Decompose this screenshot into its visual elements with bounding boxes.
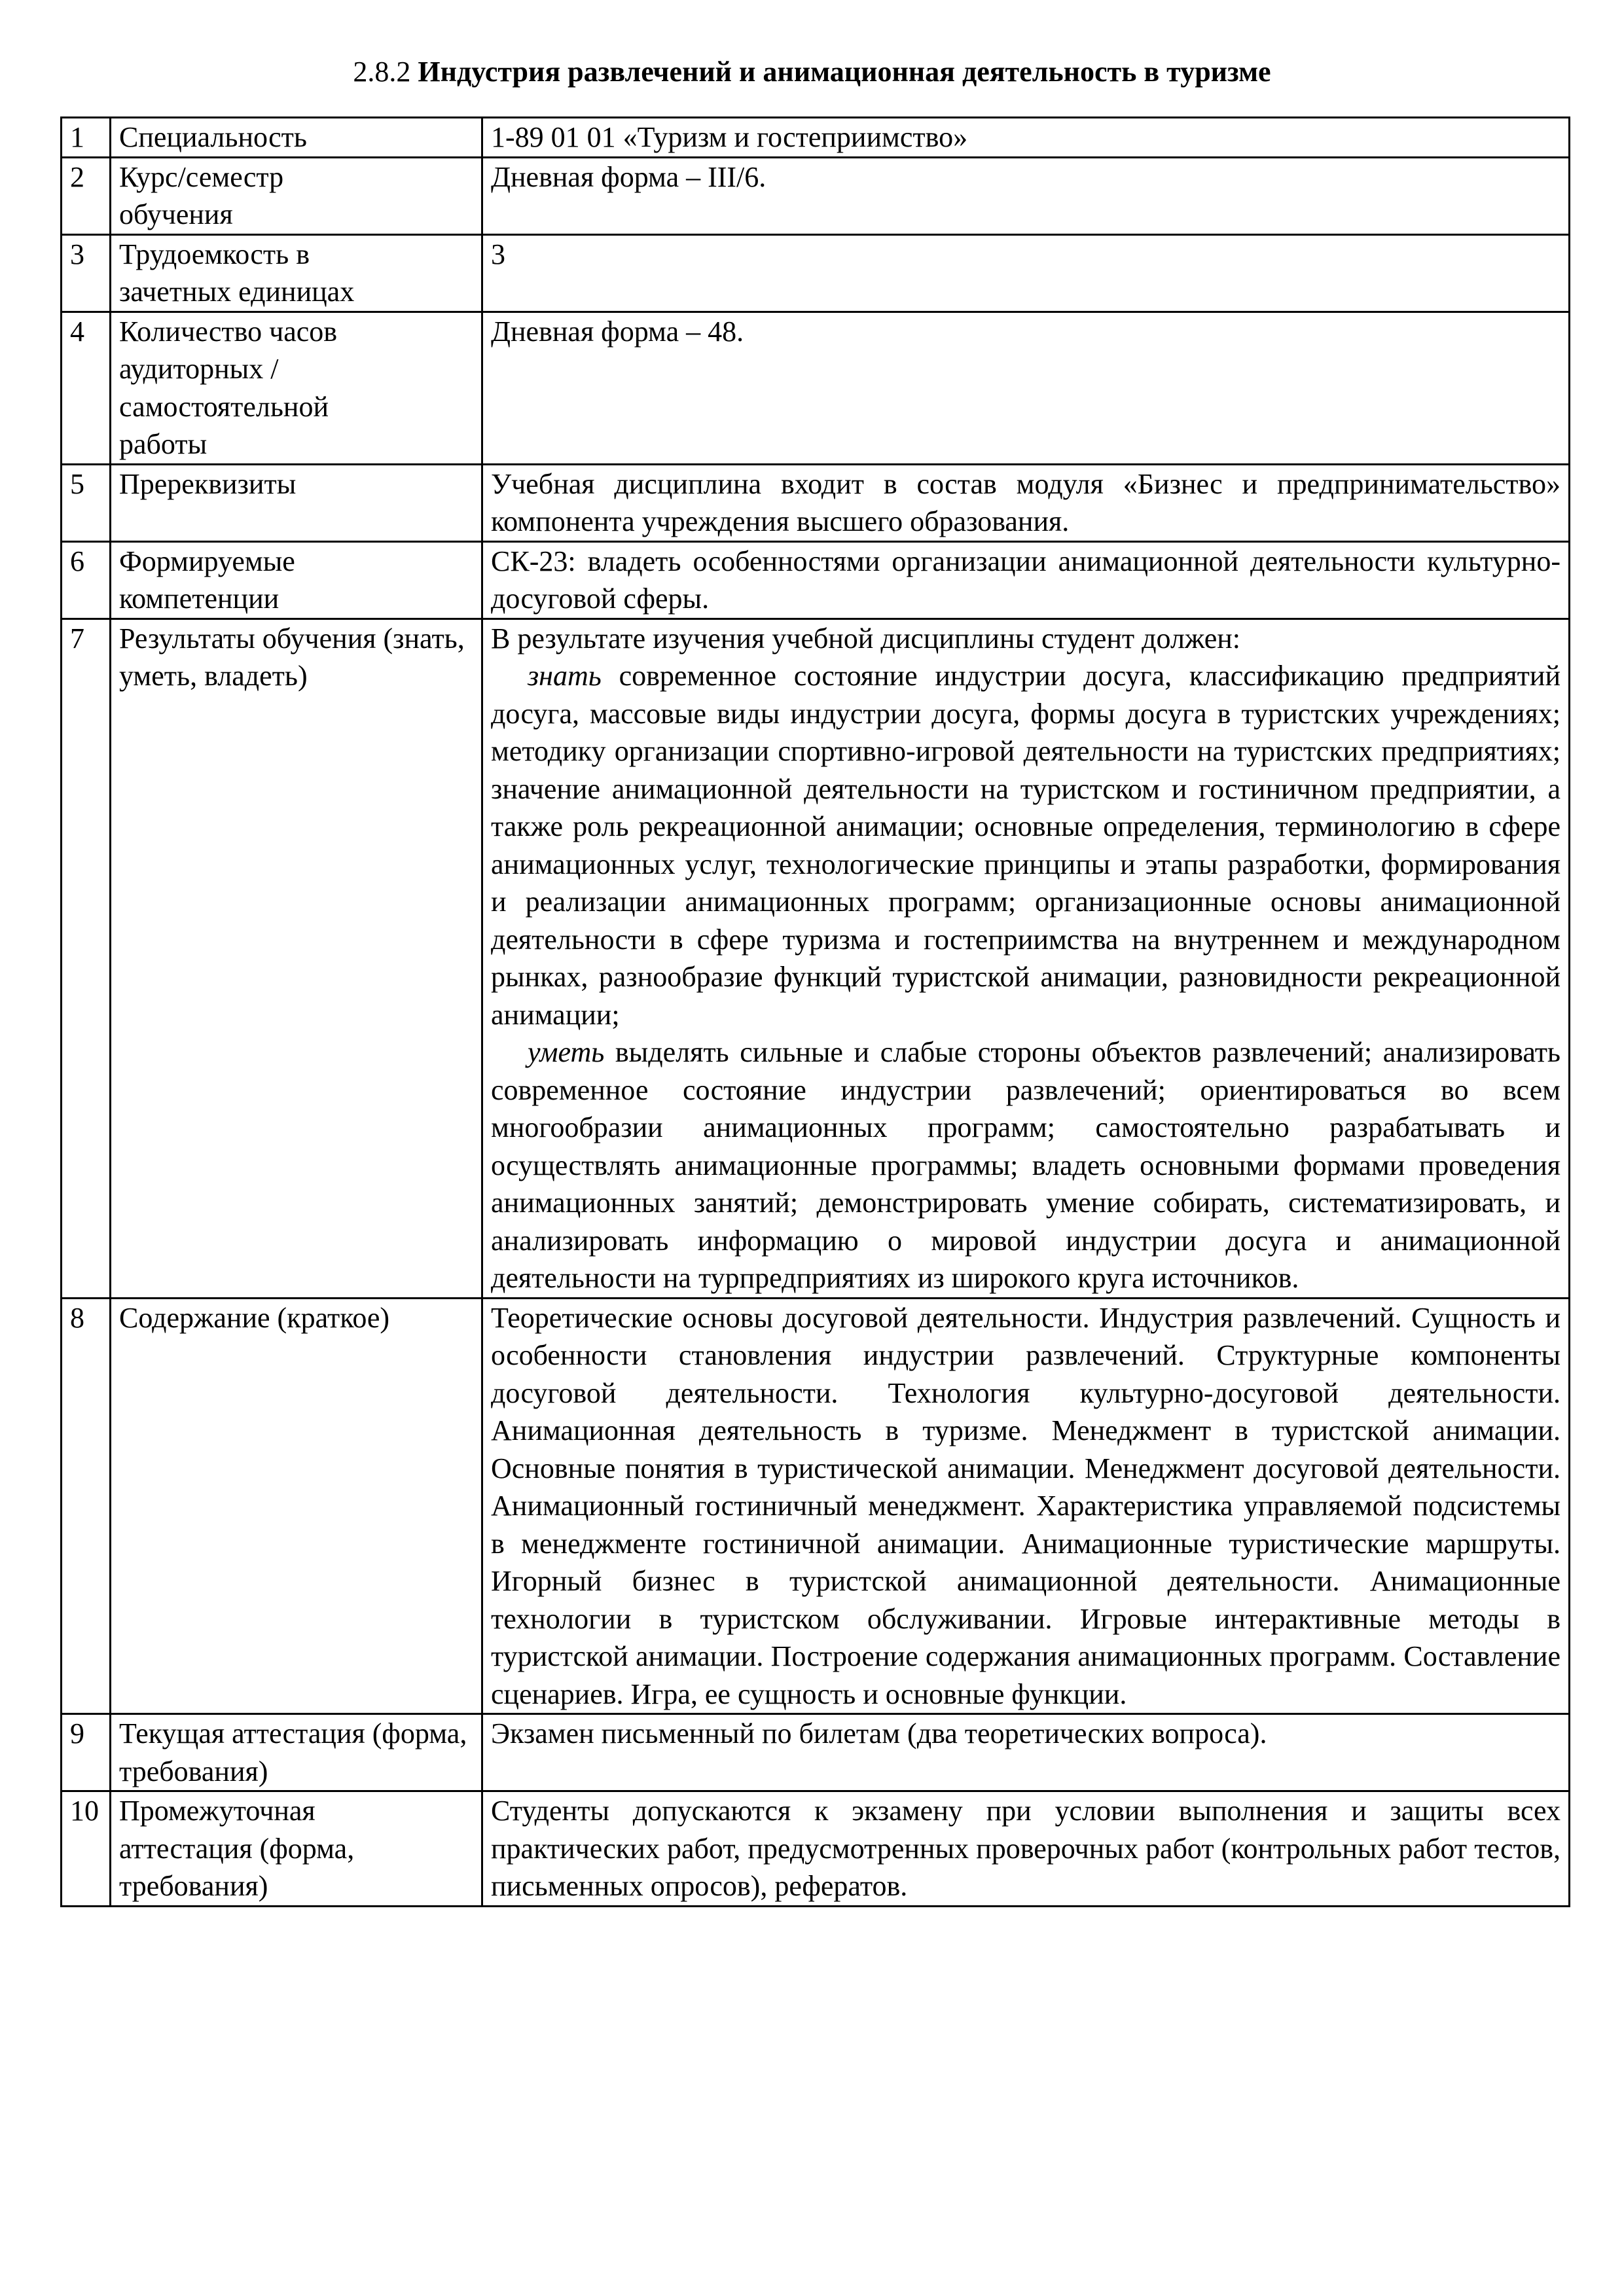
row-number: 10 xyxy=(62,1791,111,1907)
table-row xyxy=(62,1791,1570,1907)
row-number: 1 xyxy=(62,118,111,158)
able-keyword: уметь xyxy=(528,1036,605,1068)
table-row xyxy=(62,1714,1570,1791)
row-label: Специальность xyxy=(111,118,482,158)
row-value: 3 xyxy=(482,234,1570,312)
learning-outcomes-know xyxy=(491,657,1561,1033)
section-title: Индустрия развлечений и анимационная деятельность в туризме xyxy=(418,56,1271,88)
row-label: Пререквизиты xyxy=(111,464,482,541)
learning-outcomes-able xyxy=(491,1033,1561,1297)
know-text: современное состояние индустрии досуга, классификацию предприятий досуга, массовые виды индустрии досуга, формы досуга в туристских учреждениях; методику организации спортивно-игровой деятельности на туристских предприятиях; значение анимационной деятельности на туристском и гостиничном предприятии, а также роль рекреационной анимации; основные определения, терминологию в сфере анимационных услуг, технологические принципы и этапы разработки, формирования и реализации анимационных программ; организационные основы анимационной деятельности в сфере туризма и гостеприимства на внутреннем и международном рынках, разнообразие функций туристской анимации, разновидности рекреационной анимации; xyxy=(491,660,1561,1031)
row-number: 8 xyxy=(62,1298,111,1714)
learning-outcomes-intro: В результате изучения учебной дисциплины студент должен: xyxy=(491,622,1241,655)
row-number: 5 xyxy=(62,464,111,541)
row-label: Формируемые компетенции xyxy=(111,541,482,619)
table-row xyxy=(62,541,1570,619)
row-label: Результаты обучения (знать, уметь, владеть) xyxy=(111,619,482,1298)
row-value: Студенты допускаются к экзамену при условии выполнения и защиты всех практических работ, предусмотренных проверочных работ (контрольных работ тестов, письменных опросов), рефератов. xyxy=(482,1791,1570,1907)
table-row xyxy=(62,312,1570,464)
row-number: 9 xyxy=(62,1714,111,1791)
row-label: Трудоемкость в зачетных единицах xyxy=(111,234,482,312)
table-row xyxy=(62,1298,1570,1714)
course-info-table xyxy=(60,117,1570,1907)
row-label: Количество часов аудиторных / самостоятельной работы xyxy=(111,312,482,464)
row-label: Курс/семестр обучения xyxy=(111,157,482,234)
row-label: Содержание (краткое) xyxy=(111,1298,482,1714)
row-number: 2 xyxy=(62,157,111,234)
table-row xyxy=(62,234,1570,312)
row-label: Промежуточная аттестация (форма, требования) xyxy=(111,1791,482,1907)
table-row xyxy=(62,619,1570,1298)
row-value: Дневная форма – 48. xyxy=(482,312,1570,464)
table-row xyxy=(62,157,1570,234)
able-text: выделять сильные и слабые стороны объектов развлечений; анализировать современное состояние индустрии развлечений; ориентироваться во всем многообразии анимационных программ; самостоятельно разрабатывать и осуществлять анимационные программы; владеть основными формами проведения анимационных занятий; демонстрировать умение собирать, систематизировать, и анализировать информацию о мировой индустрии досуга и анимационной деятельности на турпредприятиях из широкого круга источников. xyxy=(491,1036,1561,1294)
row-value xyxy=(482,619,1570,1298)
row-value: Дневная форма – III/6. xyxy=(482,157,1570,234)
section-number: 2.8.2 xyxy=(353,56,411,88)
row-label: Текущая аттестация (форма, требования) xyxy=(111,1714,482,1791)
row-number: 3 xyxy=(62,234,111,312)
page-title xyxy=(0,54,1624,90)
row-value: Экзамен письменный по билетам (два теоретических вопроса). xyxy=(482,1714,1570,1791)
row-value: 1-89 01 01 «Туризм и гостеприимство» xyxy=(482,118,1570,158)
table-row xyxy=(62,118,1570,158)
row-number: 7 xyxy=(62,619,111,1298)
row-number: 6 xyxy=(62,541,111,619)
row-number: 4 xyxy=(62,312,111,464)
table-row xyxy=(62,464,1570,541)
row-value: Учебная дисциплина входит в состав модуля «Бизнес и предпринимательство» компонента учреждения высшего образования. xyxy=(482,464,1570,541)
row-value: СК-23: владеть особенностями организации анимационной деятельности культурно-досуговой сферы. xyxy=(482,541,1570,619)
row-value: Теоретические основы досуговой деятельности. Индустрия развлечений. Сущность и особенности становления индустрии развлечений. Структурные компоненты досуговой деятельности. Технология культурно-досуговой деятельности. Анимационная деятельность в туризме. Менеджмент в туристской анимации. Основные понятия в туристической анимации. Менеджмент досуговой деятельности. Анимационный гостиничный менеджмент. Характеристика управляемой подсистемы в менеджменте гостиничной анимации. Анимационные туристические маршруты. Игорный бизнес в туристской анимационной деятельности. Анимационные технологии в туристском обслуживании. Игровые интерактивные методы в туристской анимации. Построение содержания анимационных программ. Составление сценариев. Игра, ее сущность и основные функции. xyxy=(482,1298,1570,1714)
know-keyword: знать xyxy=(528,660,602,692)
